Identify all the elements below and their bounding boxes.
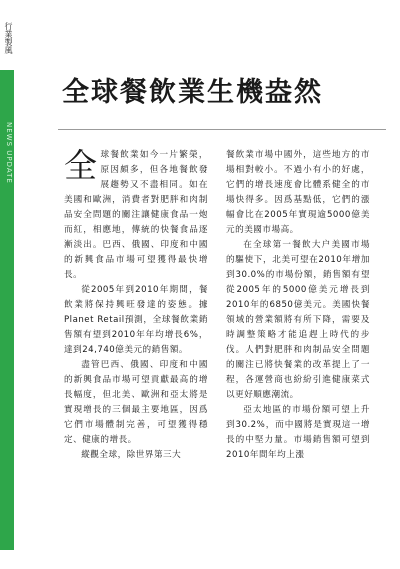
section-color-bar (0, 70, 14, 550)
section-label-english: NEWS UPDATE (5, 122, 13, 184)
paragraph: 亞太地區的市場份額可望上升到30.2%，而中國將是實現這一增長的中堅力量。市場銷售額可望到2010年間年均上漲 (226, 405, 370, 460)
article-column-left (64, 148, 208, 463)
paragraph (64, 148, 208, 283)
paragraph: 從2005年到2010年期間，餐飲業將保持興旺發達的姿態。據Planet Retail預測，全球餐飲業銷售額有望到2010年年均增長6%，達到24,740億美元的銷售額。 (64, 285, 208, 355)
drop-cap: 全 (64, 146, 98, 185)
section-label: 行業製風 (4, 22, 13, 54)
paragraph: 縱觀全球，除世界第三大 (81, 450, 182, 460)
paragraph-text: 球餐飲業如今一片繁榮，原因頗多，但各地餐飲發展趨勢又不盡相同。如在美國和歐洲，消費者對肥胖和肉制品安全問題的關注讓健康食品一炮而紅，相應地，傳統的快餐食品逐漸淡出。巴西、俄國、印度和中國的新興食品市場可望獲得最快增長。 (64, 150, 208, 280)
paragraph: 餐飲業市場中國外，這些地方的市場相對較小。不過小有小的好處，它們的增長速度會比體系健全的市場快得多。因爲基點低，它們的漲幅會比在2005年實現逾5000億美元的美國市場高。 (226, 150, 370, 235)
paragraph: 盡管巴西、俄國、印度和中國的新興食品市場可望貢獻最高的增長幅度，但北美、歐洲和亞太將是實現增長的三個最主要地區，因爲它們市場體制完善，可望獲得穩定、健康的增長。 (64, 360, 208, 445)
article-column-right (226, 148, 370, 463)
headline-divider (58, 129, 386, 130)
article-headline: 全球餐飲業生機盎然 (62, 77, 323, 108)
paragraph: 在全球第一餐飲大户美國市場的驅使下，北美可望在2010年增加到30.0%的市場份額，銷售額有望從2005年的5000億美元增長到2010年的6850億美元。美國快餐領域的營業額將有所下降，需要及時調整策略才能追趕上時代的步伐。人們對肥胖和肉制品安全問題的關注已將快餐業的改革提上了一程，各運營商也紛紛引進健康菜式以更好順應潮流。 (226, 240, 370, 400)
